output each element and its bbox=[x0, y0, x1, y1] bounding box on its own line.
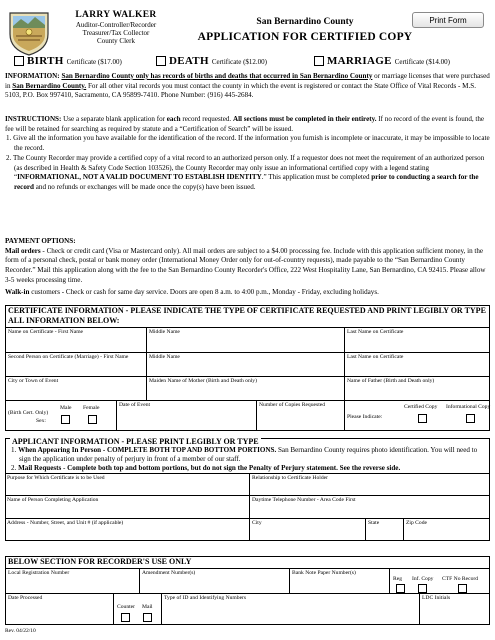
male-label: Male bbox=[60, 405, 72, 411]
office-title-1: Auditor-Controller/Recorder bbox=[75, 20, 157, 29]
applicant-item-1-text: San Bernardino County requires photo identification. You will need to sign the application under penalty of perjury in front of a member of our staff. bbox=[19, 446, 478, 463]
payment-paragraph bbox=[5, 237, 490, 297]
second-first-name-label: Second Person on Certificate (Marriage) - First Name bbox=[8, 354, 129, 360]
informational-copy-checkbox[interactable] bbox=[466, 414, 475, 423]
daytime-phone-input[interactable] bbox=[252, 509, 488, 517]
cert-middle-name-label: Middle Name bbox=[149, 329, 180, 335]
second-last-name-input[interactable] bbox=[347, 367, 487, 375]
county-name: San Bernardino County bbox=[256, 17, 354, 27]
date-of-event-label: Date of Event bbox=[119, 402, 151, 408]
death-option bbox=[156, 55, 267, 67]
marriage-fee: Certificate ($14.00) bbox=[394, 58, 450, 66]
certificate-information-heading: CERTIFICATE INFORMATION - PLEASE INDICATE THE TYPE OF CERTIFICATE REQUESTED AND PRINT LEGIBLY OR TYPE ALL INFORMATION BELOW: bbox=[8, 306, 486, 325]
second-middle-name-cell bbox=[146, 353, 344, 376]
bank-note-label: Bank Note Paper Number(s) bbox=[292, 570, 356, 576]
marriage-option bbox=[314, 55, 450, 67]
instruction-item-2-bold-2: prior to conducting a search for the record bbox=[14, 173, 479, 191]
mother-maiden-name-cell bbox=[146, 377, 344, 400]
sex-label: Sex: bbox=[36, 418, 46, 424]
father-name-cell bbox=[344, 377, 489, 400]
applicant-item-2-bold: Mail Requests bbox=[18, 464, 62, 472]
applicant-item-1-bold: When Appearing In Person - COMPLETE BOTH TOP AND BOTTOM PORTIONS. bbox=[18, 446, 277, 454]
copy-type-cell bbox=[344, 401, 489, 431]
certificate-type-row bbox=[14, 55, 494, 69]
walk-in-text: customers - Check or cash for same day service. Doors are open 8 a.m. to 4:00 p.m., Monday - Friday, excluding holidays. bbox=[29, 287, 379, 296]
birth-option bbox=[14, 55, 122, 67]
local-registration-cell bbox=[6, 569, 139, 593]
form-title: APPLICATION FOR CERTIFIED COPY bbox=[197, 31, 413, 43]
cert-row-1 bbox=[6, 327, 489, 352]
inf-copy-checkbox[interactable] bbox=[418, 584, 427, 593]
recorder-row-1 bbox=[6, 568, 489, 593]
counter-label: Counter bbox=[117, 604, 136, 610]
instruction-item-2-b: .” This application must be completed bbox=[261, 173, 372, 182]
second-first-name-input[interactable] bbox=[8, 367, 144, 375]
sex-cell bbox=[6, 401, 116, 431]
mother-maiden-name-input[interactable] bbox=[149, 391, 342, 399]
amendment-input[interactable] bbox=[142, 584, 287, 592]
applicant-item-2 bbox=[10, 464, 488, 473]
date-of-event-input[interactable] bbox=[119, 422, 254, 430]
date-processed-cell bbox=[6, 594, 113, 625]
death-checkbox[interactable] bbox=[156, 56, 166, 66]
relationship-input[interactable] bbox=[252, 486, 488, 494]
counter-mail-cell bbox=[113, 594, 161, 625]
address-input[interactable] bbox=[7, 531, 247, 539]
information-text-2: For all other vital records you must contact the county in which the event is registered or contact the State Office of Vital Records - M.S. 5103, P.O. Box 997410, Sacramento, CA 95899-7410. Phone Number: (916) 445-2684. bbox=[5, 81, 476, 100]
mail-orders-text: - Check or credit card (Visa or Mastercard only). All mail orders are subject to a $4.00 processing fee. Include with this application sufficient money, in the form of a personal check, postal or bank money order (International Money Order only for out-of-country requests), made payable to the “San Bernardino County Recorder.” Mail this application along with the fee to the San Bernardino County Recorder's Office, 222 West Hospitality Lane, San Bernardino, CA 92415. Please allow 3-5 weeks processing time. bbox=[5, 246, 486, 284]
copies-cell bbox=[256, 401, 344, 431]
reg-checkbox[interactable] bbox=[396, 584, 405, 593]
applicant-name-label: Name of Person Completing Application bbox=[7, 497, 99, 503]
payment-heading: PAYMENT OPTIONS: bbox=[5, 237, 76, 245]
type-of-id-input[interactable] bbox=[164, 616, 417, 624]
information-heading: INFORMATION: bbox=[5, 72, 60, 80]
spacer bbox=[5, 541, 490, 555]
zip-label: Zip Code bbox=[406, 520, 427, 526]
mail-orders-label: Mail orders bbox=[5, 246, 41, 255]
female-label: Female bbox=[83, 405, 100, 411]
revision-date: Rev. 04/22/10 bbox=[5, 628, 36, 634]
type-of-id-label: Type of ID and Identifying Numbers bbox=[164, 595, 247, 601]
birth-label: BIRTH bbox=[27, 55, 64, 67]
inf-copy-label: Inf. Copy bbox=[412, 576, 434, 582]
cert-first-name-input[interactable] bbox=[8, 343, 144, 351]
office-block bbox=[60, 10, 172, 45]
office-title-3: County Clerk bbox=[97, 37, 135, 46]
instruction-item-2-a: 2. The County Recorder may provide a certified copy of a vital record to an authorized person only. If a requestor does not meet the requirement of an authorized person (as described in Health & Safety Code Section 103526), the County Recorder may only issue an informational certified copy with a legend stating “ bbox=[6, 153, 485, 182]
city-of-event-input[interactable] bbox=[8, 391, 144, 399]
mail-label: Mail bbox=[142, 604, 153, 610]
ldc-initials-label: LDC Initials bbox=[422, 595, 451, 601]
counter-checkbox[interactable] bbox=[121, 613, 130, 622]
relationship-cell bbox=[249, 474, 490, 495]
cert-last-name-cell bbox=[344, 328, 489, 352]
reg-label: Reg bbox=[393, 576, 403, 582]
recorder-use-section bbox=[5, 556, 490, 625]
cert-last-name-input[interactable] bbox=[347, 343, 487, 351]
bank-note-cell bbox=[289, 569, 389, 593]
print-form-button[interactable]: Print Form bbox=[412, 12, 484, 28]
applicant-item-1 bbox=[10, 446, 488, 464]
office-title-2: Treasurer/Tax Collector bbox=[82, 28, 150, 37]
male-checkbox[interactable] bbox=[61, 415, 70, 424]
birth-fee: Certificate ($17.00) bbox=[66, 58, 122, 66]
ctf-no-record-label: CTF No Record bbox=[442, 576, 479, 582]
marriage-checkbox[interactable] bbox=[314, 56, 324, 66]
applicant-row-3 bbox=[5, 518, 490, 540]
state-cell bbox=[365, 519, 403, 540]
information-paragraph bbox=[5, 72, 490, 101]
instructions-each: each bbox=[166, 115, 181, 123]
applicant-row-1 bbox=[5, 473, 490, 495]
cert-row-2 bbox=[6, 352, 489, 376]
date-processed-input[interactable] bbox=[8, 616, 111, 624]
death-fee: Certificate ($12.00) bbox=[211, 58, 268, 66]
walk-in-label: Walk-in bbox=[5, 287, 30, 296]
instruction-item-1: 1. Give all the information you have available for the identification of the record. If the information you furnish is incomplete or inaccurate, it may be impossible to locate the record. bbox=[6, 134, 490, 153]
ctf-no-record-checkbox[interactable] bbox=[458, 584, 467, 593]
ldc-initials-cell bbox=[419, 594, 489, 625]
copies-input[interactable] bbox=[259, 422, 342, 430]
daytime-phone-label: Daytime Telephone Number - Area Code First bbox=[252, 497, 356, 503]
information-underlined-2: San Bernardino County. bbox=[12, 81, 87, 90]
address-cell bbox=[5, 519, 249, 540]
record-type-cell bbox=[389, 569, 489, 593]
amendment-cell bbox=[139, 569, 289, 593]
cert-first-name-cell bbox=[6, 328, 146, 352]
father-name-input[interactable] bbox=[347, 391, 487, 399]
second-last-name-label: Last Name on Certificate bbox=[347, 354, 404, 360]
instructions-lead: Use a separate blank application for bbox=[61, 115, 167, 123]
copies-label: Number of Copies Requested bbox=[259, 402, 326, 408]
instructions-lead-2: record requested. bbox=[180, 115, 233, 123]
instruction-item-2-bold: INFORMATIONAL, NOT A VALID DOCUMENT TO ESTABLISH IDENTITY bbox=[17, 173, 262, 182]
applicant-item-2-dash: - bbox=[61, 464, 68, 472]
applicant-row-2 bbox=[5, 495, 490, 518]
date-of-event-cell bbox=[116, 401, 256, 431]
cert-row-4 bbox=[6, 400, 489, 431]
purpose-input[interactable] bbox=[7, 486, 247, 494]
state-label: State bbox=[368, 520, 380, 526]
second-last-name-cell bbox=[344, 353, 489, 376]
certified-copy-checkbox[interactable] bbox=[418, 414, 427, 423]
information-underlined: San Bernardino County only has records of births and deaths that occurred in San Bernardino County bbox=[61, 72, 373, 80]
instruction-item-2 bbox=[5, 154, 490, 193]
zip-input[interactable] bbox=[406, 531, 488, 539]
certified-copy-label: Certified Copy bbox=[404, 404, 438, 410]
marriage-label: MARRIAGE bbox=[327, 55, 392, 67]
second-first-name-cell bbox=[6, 353, 146, 376]
mail-checkbox[interactable] bbox=[143, 613, 152, 622]
applicant-instructions bbox=[10, 446, 488, 473]
state-input[interactable] bbox=[368, 531, 401, 539]
purpose-label: Purpose for Which Certificate is to be Used bbox=[7, 475, 105, 481]
applicant-grid bbox=[5, 473, 490, 541]
cert-row-3 bbox=[6, 376, 489, 400]
birth-checkbox[interactable] bbox=[14, 56, 24, 66]
bank-note-input[interactable] bbox=[292, 584, 387, 592]
applicant-item-2-number: 2. bbox=[11, 464, 19, 472]
applicant-name-input[interactable] bbox=[7, 509, 247, 517]
instructions-heading: INSTRUCTIONS: bbox=[5, 115, 62, 123]
daytime-phone-cell bbox=[249, 496, 490, 518]
city-of-event-cell bbox=[6, 377, 146, 400]
information-text: or marriage licenses that were purchased in bbox=[5, 72, 490, 90]
county-seal-icon bbox=[6, 10, 52, 56]
city-cell bbox=[249, 519, 365, 540]
instructions-tail: If no record of the event is found, the fee will be retained for searching as required by statute and a “Certification of Search” will be issued. bbox=[5, 115, 485, 133]
cert-first-name-label: Name on Certificate - First Name bbox=[8, 329, 84, 335]
second-middle-name-label: Middle Name bbox=[149, 354, 180, 360]
local-registration-label: Local Registration Number bbox=[8, 570, 70, 576]
mother-maiden-name-label: Maiden Name of Mother (Birth and Death only) bbox=[149, 378, 257, 384]
address-label: Address - Number, Street, and Unit # (if applicable) bbox=[7, 520, 124, 526]
date-processed-label: Date Processed bbox=[8, 595, 43, 601]
recorder-row-2 bbox=[6, 593, 489, 625]
ldc-initials-input[interactable] bbox=[422, 616, 487, 624]
applicant-item-2-bold-2: Complete both top and bottom portions, but do not sign the Penalty of Perjury statement. See the reverse side. bbox=[67, 464, 401, 472]
female-checkbox[interactable] bbox=[88, 415, 97, 424]
amendment-label: Amendment Number(s) bbox=[142, 570, 196, 576]
instruction-item-2-c: and no refunds or exchanges will be made once the copy(s) have been issued. bbox=[33, 182, 256, 191]
city-of-event-label: City or Town of Event bbox=[8, 378, 59, 384]
zip-cell bbox=[403, 519, 490, 540]
city-input[interactable] bbox=[252, 531, 363, 539]
instructions-paragraph bbox=[5, 115, 490, 193]
cert-last-name-label: Last Name on Certificate bbox=[347, 329, 404, 335]
relationship-label: Relationship to Certificate Holder bbox=[252, 475, 328, 481]
informational-copy-label: Informational Copy bbox=[446, 404, 491, 410]
office-holder-name: LARRY WALKER bbox=[75, 10, 157, 20]
second-middle-name-input[interactable] bbox=[149, 367, 342, 375]
purpose-cell bbox=[5, 474, 249, 495]
father-name-label: Name of Father (Birth and Death only) bbox=[347, 378, 435, 384]
cert-middle-name-cell bbox=[146, 328, 344, 352]
applicant-name-cell bbox=[5, 496, 249, 518]
applicant-item-1-number: 1. bbox=[11, 446, 19, 454]
city-label: City bbox=[252, 520, 262, 526]
please-indicate-label: Please Indicate: bbox=[347, 414, 383, 420]
recorder-use-heading: BELOW SECTION FOR RECORDER'S USE ONLY bbox=[8, 557, 192, 566]
instructions-bold: All sections must be completed in their entirety. bbox=[232, 115, 377, 123]
cert-middle-name-input[interactable] bbox=[149, 343, 342, 351]
death-label: DEATH bbox=[169, 55, 209, 67]
type-of-id-cell bbox=[161, 594, 419, 625]
applicant-information-heading: APPLICANT INFORMATION - PLEASE PRINT LEGIBLY OR TYPE bbox=[12, 437, 259, 446]
birth-cert-only-label: (Birth Cert. Only) bbox=[8, 410, 49, 416]
local-registration-input[interactable] bbox=[8, 584, 137, 592]
certificate-information-section bbox=[5, 305, 490, 431]
